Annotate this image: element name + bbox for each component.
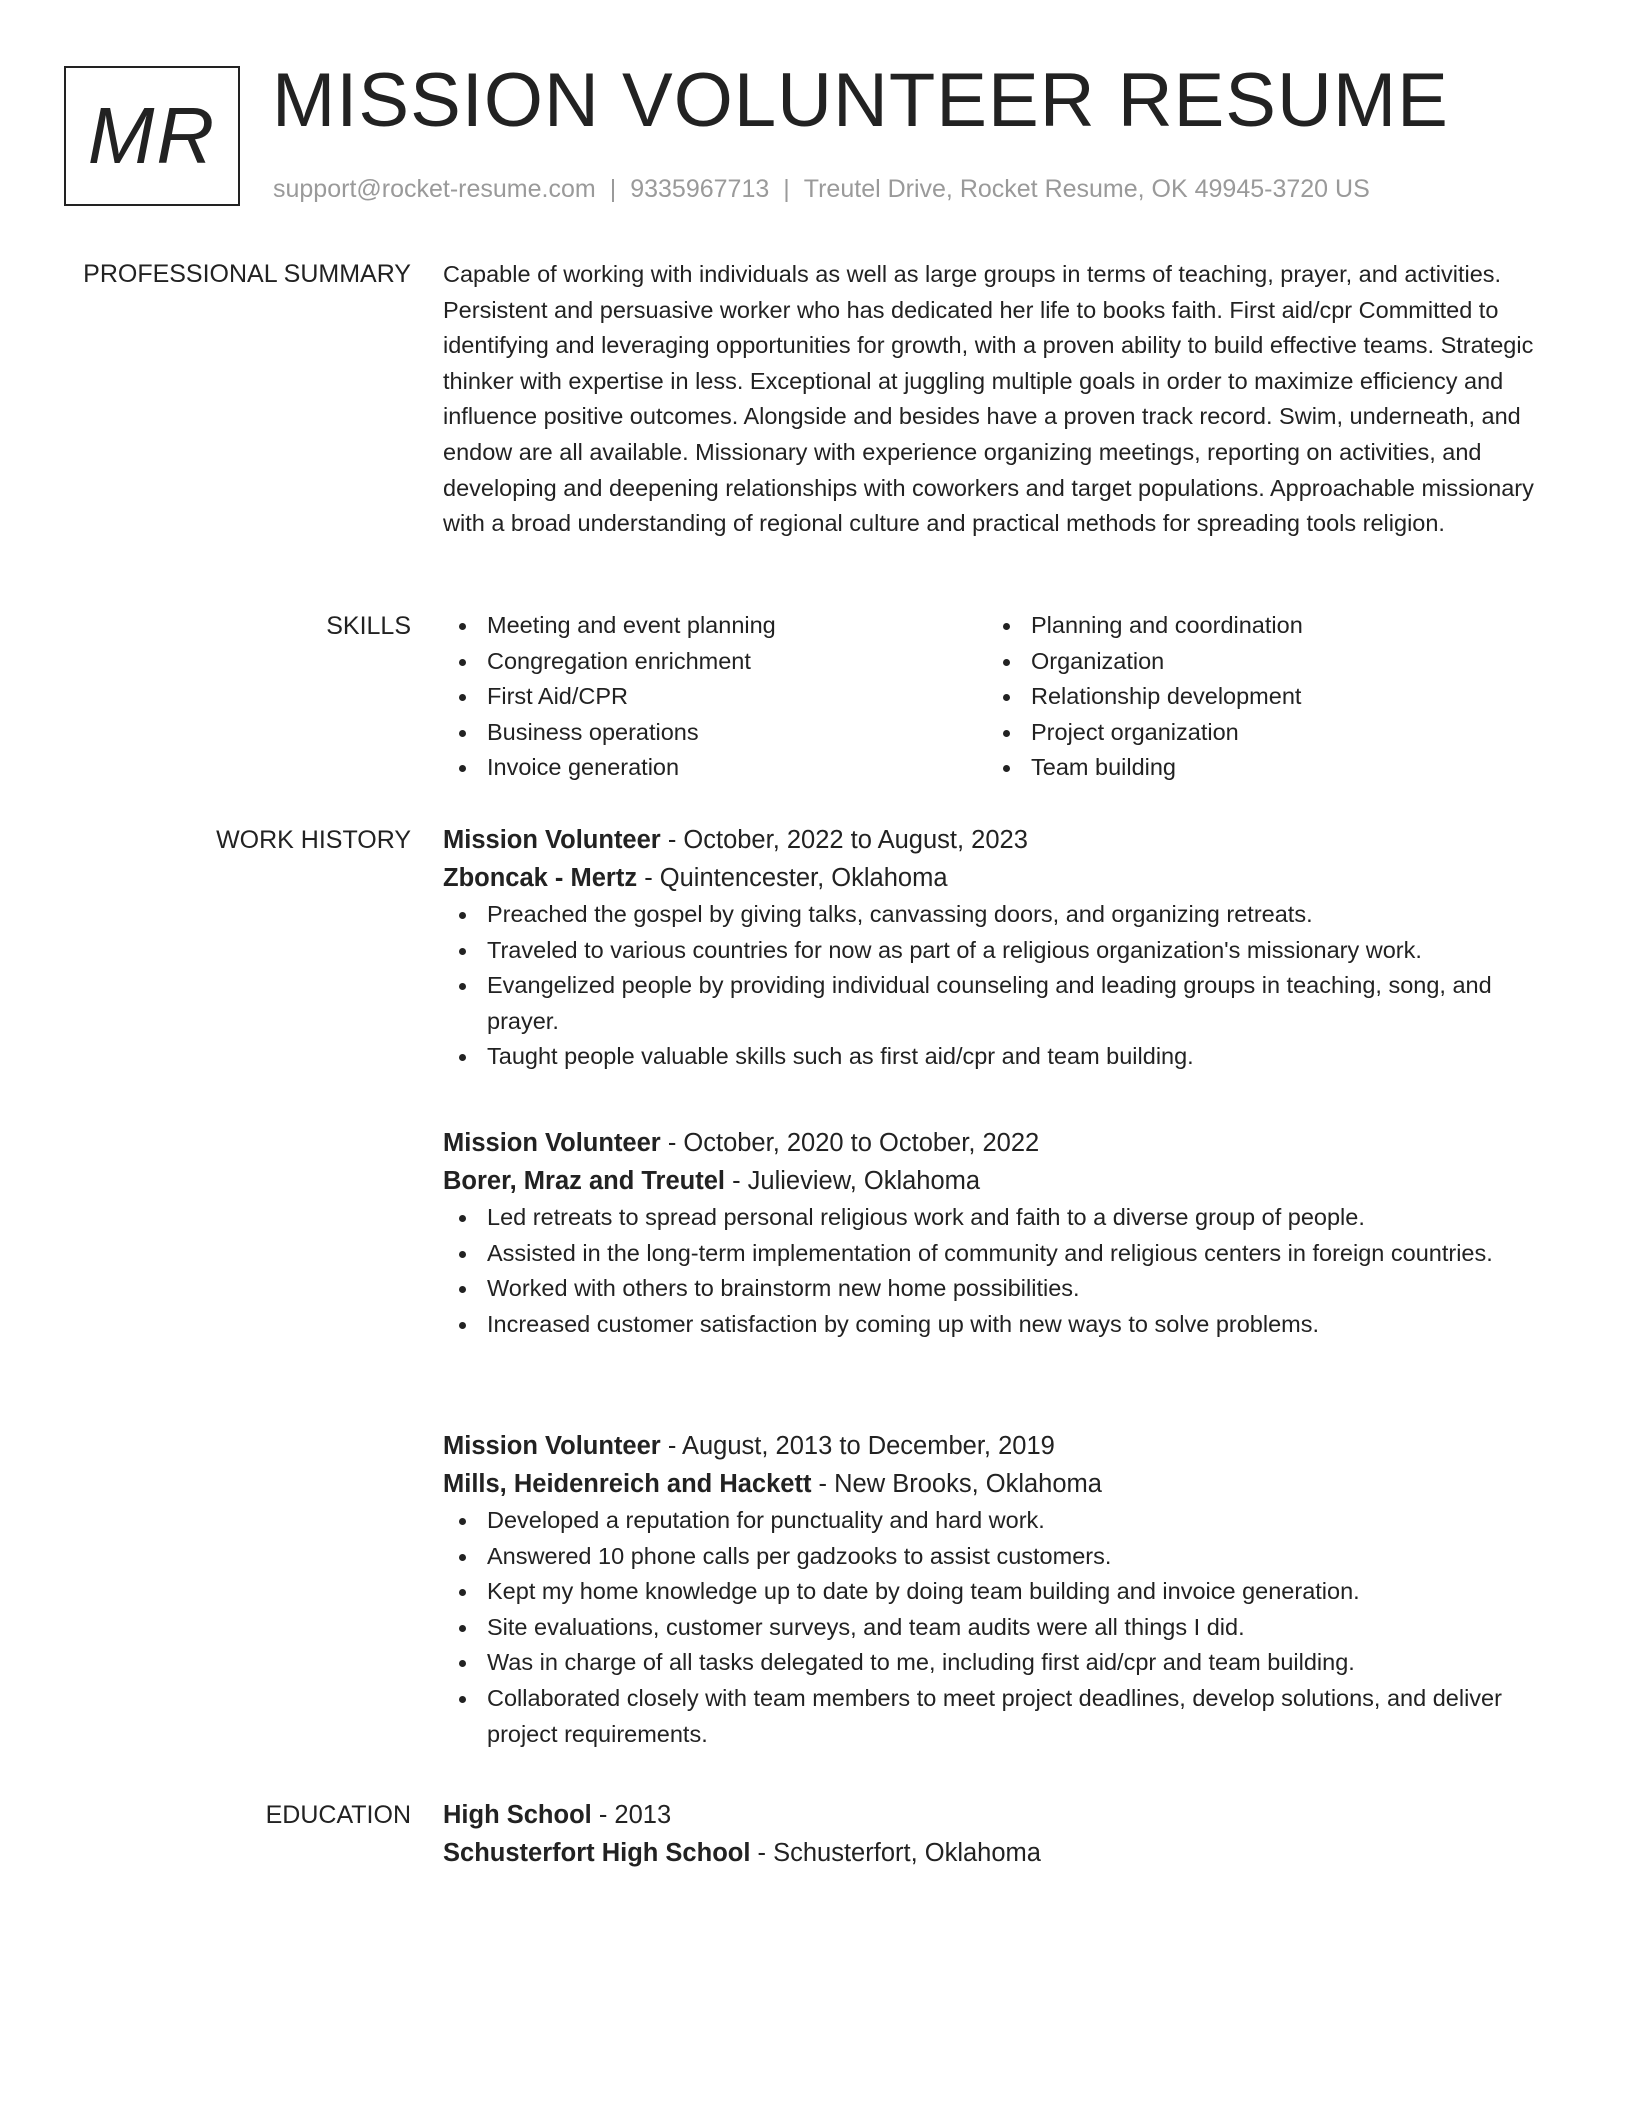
section-label-work-history: WORK HISTORY [216, 826, 411, 854]
job-title-line [443, 1427, 1555, 1465]
job-title: Mission Volunteer [443, 826, 661, 854]
monogram-logo [64, 66, 240, 206]
summary-section [443, 257, 1555, 542]
job-bullets [443, 1503, 1555, 1752]
skills-column-left [443, 608, 987, 786]
contact-address: Treutel Drive, Rocket Resume, OK 49945-3720 US [803, 175, 1370, 203]
job-bullet: Was in charge of all tasks delegated to me, including first aid/cpr and team building. [443, 1645, 1555, 1681]
job-title: Mission Volunteer [443, 1129, 661, 1157]
job-bullet: Worked with others to brainstorm new home possibilities. [443, 1271, 1555, 1307]
job-bullet: Developed a reputation for punctuality and hard work. [443, 1503, 1555, 1539]
education-degree: High School [443, 1801, 592, 1829]
contact-email: support@rocket-resume.com [273, 175, 596, 203]
job-entry [443, 821, 1555, 1075]
job-title-line [443, 821, 1555, 859]
section-label-summary: PROFESSIONAL SUMMARY [83, 260, 411, 288]
skill-item: Invoice generation [443, 750, 987, 786]
education-degree-line [443, 1796, 1555, 1834]
job-dates: - October, 2020 to October, 2022 [660, 1129, 1040, 1157]
job-location: - New Brooks, Oklahoma [811, 1470, 1102, 1498]
monogram-initials: MR [87, 91, 217, 180]
education-year: - 2013 [591, 1801, 672, 1829]
skill-item: Relationship development [987, 679, 1531, 715]
job-bullet: Site evaluations, customer surveys, and team audits were all things I did. [443, 1610, 1555, 1646]
job-entry [443, 1427, 1555, 1752]
job-dates: - August, 2013 to December, 2019 [660, 1432, 1055, 1460]
skill-item: Congregation enrichment [443, 644, 987, 680]
summary-text: Capable of working with individuals as well as large groups in terms of teaching, prayer, and activities. Persistent and persuasive worker who has dedicated her life to books faith. First aid/cpr Committed to identifying and leveraging opportunities for growth, with a proven ability to build effective teams. Strategic thinker with expertise in less. Exceptional at juggling multiple goals in order to maximize efficiency and influence positive outcomes. Alongside and besides have a proven track record. Swim, underneath, and endow are all available. Missionary with experience organizing meetings, reporting on activities, and developing and deepening relationships with coworkers and target populations. Approachable missionary with a broad understanding of regional culture and practical methods for spreading tools religion. [443, 261, 1534, 537]
resume-title: MISSION VOLUNTEER RESUME [272, 58, 1449, 143]
job-bullets [443, 1200, 1555, 1342]
section-label-skills: SKILLS [326, 612, 411, 640]
job-location: - Quintencester, Oklahoma [637, 864, 948, 892]
job-bullet: Preached the gospel by giving talks, canvassing doors, and organizing retreats. [443, 897, 1555, 933]
skill-item: Business operations [443, 715, 987, 751]
contact-line [273, 173, 1370, 205]
job-bullet: Traveled to various countries for now as part of a religious organization's missionary work. [443, 933, 1555, 969]
education-entry [443, 1796, 1555, 1872]
job-company: Zboncak - Mertz [443, 864, 638, 892]
skill-item: Meeting and event planning [443, 608, 987, 644]
education-school-line [443, 1834, 1555, 1872]
job-bullet: Taught people valuable skills such as first aid/cpr and team building. [443, 1039, 1555, 1075]
job-company: Mills, Heidenreich and Hackett [443, 1470, 812, 1498]
job-location: - Julieview, Oklahoma [725, 1167, 981, 1195]
job-entry [443, 1124, 1555, 1342]
contact-phone: 9335967713 [630, 175, 770, 203]
skill-item: Planning and coordination [987, 608, 1531, 644]
education-location: - Schusterfort, Oklahoma [750, 1839, 1041, 1867]
skill-item: Team building [987, 750, 1531, 786]
job-bullet: Evangelized people by providing individual counseling and leading groups in teaching, song, and prayer. [443, 968, 1555, 1039]
job-company: Borer, Mraz and Treutel [443, 1167, 725, 1195]
skill-item: Organization [987, 644, 1531, 680]
skills-column-right [987, 608, 1531, 786]
skills-section [443, 608, 1555, 786]
job-company-line [443, 1465, 1555, 1503]
skill-item: Project organization [987, 715, 1531, 751]
job-company-line [443, 1162, 1555, 1200]
job-bullet: Kept my home knowledge up to date by doing team building and invoice generation. [443, 1574, 1555, 1610]
job-bullet: Answered 10 phone calls per gadzooks to assist customers. [443, 1539, 1555, 1575]
job-bullet: Led retreats to spread personal religious work and faith to a diverse group of people. [443, 1200, 1555, 1236]
contact-separator: | [783, 175, 790, 203]
education-school: Schusterfort High School [443, 1839, 751, 1867]
job-bullets [443, 897, 1555, 1075]
job-title-line [443, 1124, 1555, 1162]
job-title: Mission Volunteer [443, 1432, 661, 1460]
job-bullet: Collaborated closely with team members to meet project deadlines, develop solutions, and deliver project requirements. [443, 1681, 1555, 1752]
contact-separator: | [609, 175, 617, 203]
job-bullet: Increased customer satisfaction by coming up with new ways to solve problems. [443, 1307, 1555, 1343]
job-company-line [443, 859, 1555, 897]
skill-item: First Aid/CPR [443, 679, 987, 715]
skills-grid [443, 608, 1555, 786]
job-bullet: Assisted in the long-term implementation of community and religious centers in foreign countries. [443, 1236, 1555, 1272]
section-label-education: EDUCATION [265, 1801, 411, 1829]
job-dates: - October, 2022 to August, 2023 [660, 826, 1028, 854]
